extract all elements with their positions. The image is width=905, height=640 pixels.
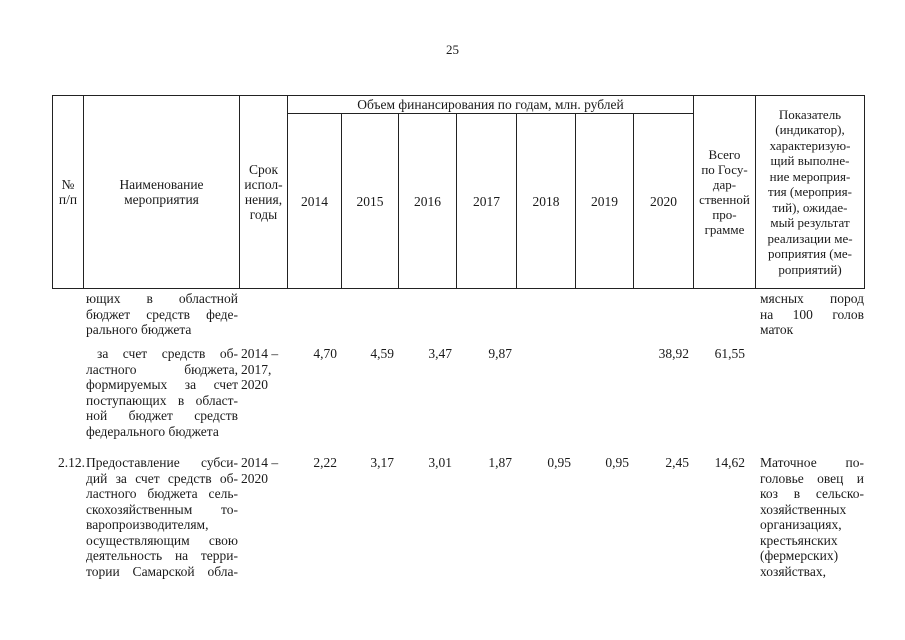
row-indicator-line: Маточное по- (760, 455, 864, 470)
row-name-line: деятельность на терри- (86, 548, 238, 563)
header-year-2017: 2017 (473, 193, 500, 209)
row-name-line: федерального бюджета (86, 423, 219, 439)
row-value-2019: 0,95 (605, 455, 629, 470)
row-indicator (760, 291, 864, 338)
header-name (84, 96, 239, 288)
header-total-line: ственной (699, 192, 750, 207)
row-value-2016: 3,47 (428, 346, 452, 361)
row-name-line: дий за счет средств об- (86, 470, 238, 486)
header-indicator (756, 96, 864, 288)
row-name-line: осуществляющим свою (86, 532, 238, 548)
header-num-line: п/п (58, 192, 78, 207)
header-year-2018: 2018 (532, 193, 560, 209)
row-name-line: тории Самарской обла- (86, 563, 238, 579)
row-indicator-line: хозяйственных (760, 501, 847, 517)
row-value-total: 61,55 (714, 346, 745, 361)
header-total-line: по Госу- (701, 162, 748, 177)
header-bottom-border (52, 288, 864, 289)
page-number: 25 (446, 42, 459, 57)
row-value-2020: 38,92 (658, 346, 689, 361)
row-value-2015: 3,17 (370, 455, 394, 470)
row-indicator-line: мясных пород (760, 291, 864, 306)
row-term-line: 2014 – (241, 455, 279, 470)
header-year-2019: 2019 (591, 193, 618, 209)
row-value-2014: 4,70 (313, 346, 337, 361)
header-total-line: дар- (712, 177, 737, 192)
row-indicator-line: головье овец и (760, 470, 864, 486)
row-indicator-line: крестьянских (760, 532, 838, 548)
row-term-line: 2017, (241, 361, 272, 377)
row-name-line: скохозяйственным то- (86, 501, 238, 517)
header-vline-12 (864, 95, 865, 289)
header-year-2020: 2020 (650, 193, 677, 209)
header-indicator-line: роприятий) (778, 261, 842, 277)
row-indicator-line: на 100 голов (760, 306, 864, 322)
header-num (53, 96, 83, 288)
row-term-line: 2014 – (241, 346, 279, 361)
header-term-line: Срок (248, 162, 279, 177)
header-term (240, 96, 287, 288)
header-name-line: Наименование (119, 177, 204, 192)
row-term (241, 346, 289, 393)
header-year-2015: 2015 (356, 193, 384, 209)
header-indicator-line: щий выполне- (770, 153, 850, 169)
row-indicator-line: коз в сельско- (760, 486, 864, 501)
row-value-total: 14,62 (714, 455, 745, 470)
header-funding-title: Объем финансирования по годам, млн. рублей (357, 97, 624, 112)
row-value-2014: 2,22 (313, 455, 337, 470)
row-indicator (760, 455, 864, 579)
row-name-line: Предоставление субси- (86, 455, 238, 470)
row-name (86, 291, 238, 338)
row-name-line: поступающих в област- (86, 392, 238, 408)
header-indicator-line: характеризую- (769, 137, 851, 153)
header-year-2016: 2016 (414, 193, 441, 209)
row-name-line: за счет средств об- (97, 346, 238, 361)
row-name-line: ной бюджет средств (86, 408, 238, 423)
row-indicator-line: хозяйствах, (760, 563, 826, 579)
row-indicator-line: маток (760, 322, 794, 337)
row-num: 2.12. (58, 455, 85, 470)
row-name-line: рального бюджета (86, 322, 192, 337)
row-term (241, 455, 289, 486)
row-value-2017: 1,87 (488, 455, 512, 470)
row-value-2017: 9,87 (488, 346, 512, 361)
row-name-line: ластного бюджета сель- (86, 486, 238, 501)
row-name-line: формируемых за счет (86, 377, 238, 392)
header-indicator-line: тий), ожидае- (772, 199, 848, 215)
row-indicator-line: (фермерских) (760, 548, 839, 563)
header-indicator-line: ние мероприя- (769, 168, 851, 184)
header-total-line: грамме (704, 222, 745, 237)
header-term-line: испол- (244, 177, 283, 192)
row-name (86, 455, 238, 579)
header-term-line: годы (249, 207, 278, 222)
header-name-line: мероприятия (124, 192, 199, 207)
header-indicator-line: мый результат (770, 215, 850, 231)
row-value-2016: 3,01 (428, 455, 452, 470)
header-total-line: про- (712, 207, 737, 222)
row-value-2018: 0,95 (547, 455, 571, 470)
header-term-line: нения, (244, 192, 283, 207)
row-name (86, 346, 238, 439)
row-term-line: 2020 (241, 377, 268, 392)
header-indicator-line: реализации ме- (767, 230, 853, 246)
header-total (694, 96, 755, 288)
row-indicator-line: организациях, (760, 517, 842, 532)
header-indicator-line: роприятия (ме- (768, 246, 852, 262)
header-num-line: № (61, 177, 75, 192)
row-name-line: ющих в областной (86, 291, 238, 306)
header-indicator-line: Показатель (778, 106, 842, 122)
header-year-2014: 2014 (301, 193, 328, 209)
row-name-line: варопроизводителям, (86, 517, 209, 532)
header-indicator-line: (индикатор), (775, 122, 845, 138)
row-value-2020: 2,45 (665, 455, 689, 470)
row-term-line: 2020 (241, 470, 268, 486)
row-value-2015: 4,59 (370, 346, 394, 361)
header-indicator-line: тия (мероприя- (768, 184, 852, 200)
row-name-line: бюджет средств феде- (86, 306, 238, 322)
header-total-line: Всего (708, 147, 741, 162)
row-name-line: ластного бюджета, (86, 361, 238, 377)
